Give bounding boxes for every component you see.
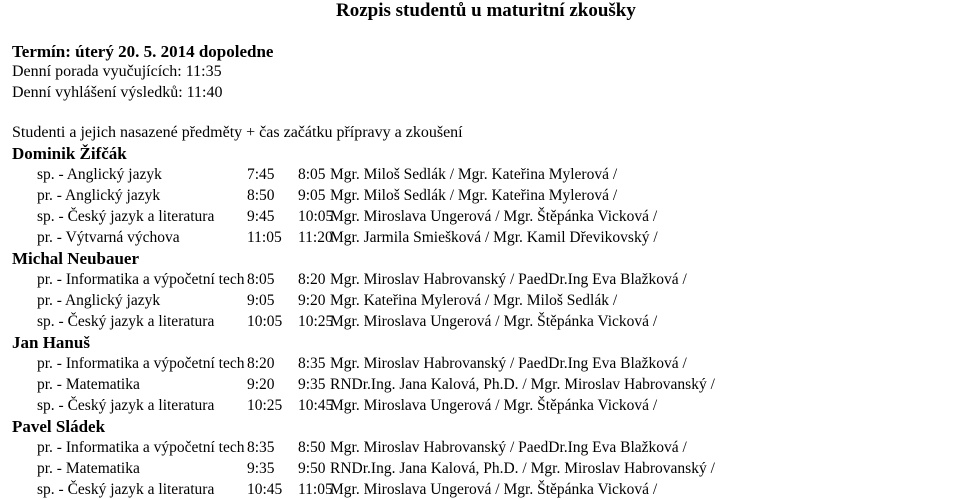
exam-time-cell: 8:20 bbox=[298, 271, 326, 288]
examiners-cell: Mgr. Miroslava Ungerová / Mgr. Štěpánka Vicková / bbox=[330, 397, 658, 414]
subject-cell: sp. - Český jazyk a literatura bbox=[37, 481, 215, 498]
examiners-cell: RNDr.Ing. Jana Kalová, Ph.D. / Mgr. Miroslav Habrovanský / bbox=[330, 460, 715, 477]
examiners-cell: Mgr. Jarmila Smiešková / Mgr. Kamil Dřevikovský / bbox=[330, 229, 658, 246]
students-caption: Studenti a jejich nasazené předměty + čas začátku přípravy a zkoušení bbox=[12, 124, 463, 141]
prep-time-cell: 10:25 bbox=[247, 397, 283, 414]
exam-time-cell: 10:25 bbox=[298, 313, 334, 330]
exam-time-cell: 8:05 bbox=[298, 166, 326, 183]
exam-time-cell: 9:50 bbox=[298, 460, 326, 477]
subject-cell: pr. - Informatika a výpočetní tech bbox=[37, 439, 245, 456]
subject-cell: pr. - Anglický jazyk bbox=[37, 292, 161, 309]
exam-time-cell: 9:35 bbox=[298, 376, 326, 393]
prep-time-cell: 9:45 bbox=[247, 208, 275, 225]
exam-term: Termín: úterý 20. 5. 2014 dopoledne bbox=[12, 42, 274, 61]
exam-time-cell: 11:20 bbox=[298, 229, 333, 246]
meeting-time: Denní porada vyučujících: 11:35 bbox=[12, 63, 222, 80]
results-time: Denní vyhlášení výsledků: 11:40 bbox=[12, 84, 223, 101]
exam-time-cell: 10:05 bbox=[298, 208, 334, 225]
examiners-cell: RNDr.Ing. Jana Kalová, Ph.D. / Mgr. Miroslav Habrovanský / bbox=[330, 376, 715, 393]
subject-cell: sp. - Anglický jazyk bbox=[37, 166, 162, 183]
prep-time-cell: 9:05 bbox=[247, 292, 275, 309]
exam-time-cell: 8:35 bbox=[298, 355, 326, 372]
examiners-cell: Mgr. Miloš Sedlák / Mgr. Kateřina Mylerová / bbox=[330, 166, 618, 183]
exam-time-cell: 8:50 bbox=[298, 439, 326, 456]
prep-time-cell: 10:45 bbox=[247, 481, 283, 498]
subject-cell: sp. - Český jazyk a literatura bbox=[37, 208, 215, 225]
subject-cell: sp. - Český jazyk a literatura bbox=[37, 397, 215, 414]
examiners-cell: Mgr. Miroslav Habrovanský / PaedDr.Ing Eva Blažková / bbox=[330, 355, 687, 372]
page-title: Rozpis studentů u maturitní zkoušky bbox=[336, 0, 636, 21]
examiners-cell: Mgr. Miroslava Ungerová / Mgr. Štěpánka Vicková / bbox=[330, 208, 658, 225]
student-name: Michal Neubauer bbox=[12, 249, 140, 268]
student-name: Dominik Žifčák bbox=[12, 144, 127, 163]
examiners-cell: Mgr. Miroslav Habrovanský / PaedDr.Ing Eva Blažková / bbox=[330, 271, 687, 288]
prep-time-cell: 8:20 bbox=[247, 355, 275, 372]
prep-time-cell: 8:05 bbox=[247, 271, 275, 288]
examiners-cell: Mgr. Miroslav Habrovanský / PaedDr.Ing Eva Blažková / bbox=[330, 439, 687, 456]
prep-time-cell: 8:35 bbox=[247, 439, 275, 456]
examiners-cell: Mgr. Miloš Sedlák / Mgr. Kateřina Mylerová / bbox=[330, 187, 618, 204]
prep-time-cell: 9:20 bbox=[247, 376, 275, 393]
student-name: Jan Hanuš bbox=[12, 333, 90, 352]
prep-time-cell: 10:05 bbox=[247, 313, 283, 330]
exam-time-cell: 11:05 bbox=[298, 481, 333, 498]
subject-cell: pr. - Informatika a výpočetní tech bbox=[37, 355, 245, 372]
exam-time-cell: 9:20 bbox=[298, 292, 326, 309]
subject-cell: sp. - Český jazyk a literatura bbox=[37, 313, 215, 330]
prep-time-cell: 9:35 bbox=[247, 460, 275, 477]
exam-time-cell: 10:45 bbox=[298, 397, 334, 414]
prep-time-cell: 11:05 bbox=[247, 229, 282, 246]
subject-cell: pr. - Matematika bbox=[37, 376, 140, 393]
subject-cell: pr. - Anglický jazyk bbox=[37, 187, 161, 204]
subject-cell: pr. - Matematika bbox=[37, 460, 140, 477]
examiners-cell: Mgr. Miroslava Ungerová / Mgr. Štěpánka Vicková / bbox=[330, 481, 658, 498]
prep-time-cell: 7:45 bbox=[247, 166, 275, 183]
prep-time-cell: 8:50 bbox=[247, 187, 275, 204]
subject-cell: pr. - Výtvarná výchova bbox=[37, 229, 180, 246]
examiners-cell: Mgr. Miroslava Ungerová / Mgr. Štěpánka Vicková / bbox=[330, 313, 658, 330]
subject-cell: pr. - Informatika a výpočetní tech bbox=[37, 271, 245, 288]
exam-time-cell: 9:05 bbox=[298, 187, 326, 204]
examiners-cell: Mgr. Kateřina Mylerová / Mgr. Miloš Sedlák / bbox=[330, 292, 618, 309]
student-name: Pavel Sládek bbox=[12, 417, 106, 436]
